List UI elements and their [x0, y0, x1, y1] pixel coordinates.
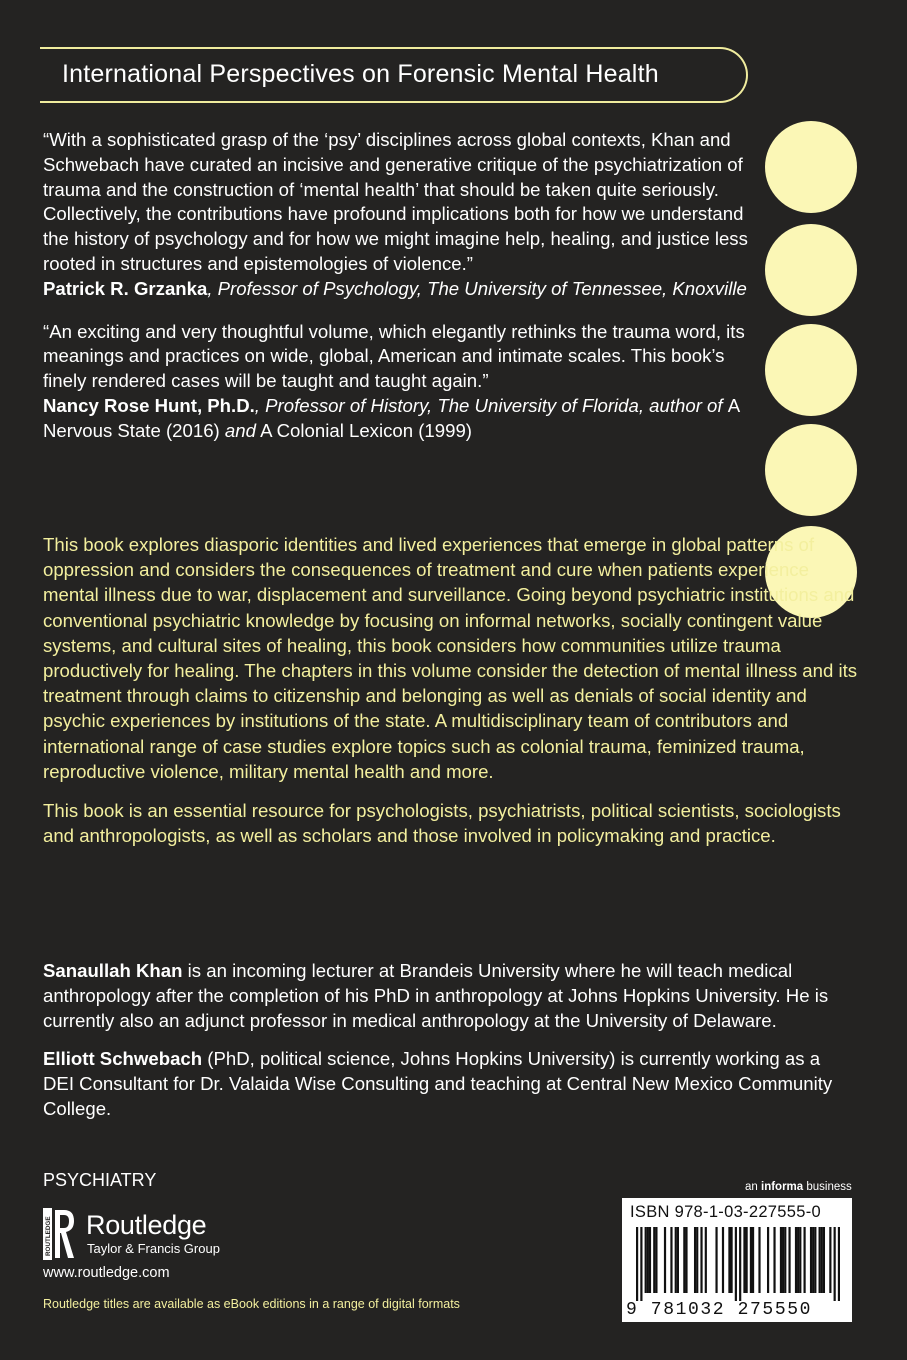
author-bio-text: (PhD, political science, Johns Hopkins University) is currently working as a DEI Consultant for Dr. Valaida Wise Consulting and teaching at Central New Mexico Community College. — [43, 1047, 833, 1120]
book-year: (1999) — [413, 419, 472, 441]
book-title: A Colonial Lexicon — [255, 419, 414, 441]
publisher-name: Routledge — [86, 1210, 207, 1240]
barcode-bar — [803, 1227, 805, 1293]
barcode-bar — [730, 1227, 732, 1293]
barcode-bar — [788, 1227, 790, 1293]
publisher-group: Taylor & Francis Group — [87, 1241, 220, 1256]
barcode-bar — [834, 1227, 836, 1301]
book-year: (2016) — [160, 419, 225, 441]
barcode-bar — [677, 1227, 679, 1293]
quote-text: “With a sophisticated grasp of the ‘psy’ disciplines across global contexts, Khan and Schwebach have curated an incisive and generative critique of the psychiatrization of trauma and the construction of ‘mental health’ that should be taken quite seriously. Collectively, the contributions have profound implications both for how we understand the history of psychology and for how we might imagine help, healing, and justice less rooted in structures and epistemologies of violence.” — [43, 129, 748, 274]
quote-conjunction: and — [224, 419, 256, 441]
barcode-bar — [739, 1227, 741, 1301]
barcode-bar — [722, 1227, 724, 1293]
quote-text: “An exciting and very thoughtful volume, which elegantly rethinks the trauma word, its meanings and practices on wide, global, American and intimate scales. This book’s finely rendered cases will be taught and taught again.” — [43, 320, 745, 392]
publisher-url[interactable]: www.routledge.com — [43, 1265, 170, 1281]
barcode-bar — [812, 1227, 814, 1293]
barcode-bar — [782, 1227, 784, 1293]
svg-text:ROUTLEDGE: ROUTLEDGE — [45, 1216, 52, 1256]
decorative-dot-3 — [765, 324, 857, 416]
barcode-bar — [746, 1227, 748, 1293]
author-bio-text: is an incoming lecturer at Brandeis University where he will teach medical anthropology after the completion of his PhD in anthropology at Johns Hopkins University. He is currently also an adjunct professor in medical anthropology at the University of Delaware. — [43, 960, 829, 1032]
series-title: International Perspectives on Forensic Mental Health — [62, 60, 659, 88]
informa-business: an informa business — [745, 1181, 852, 1193]
book-description — [43, 532, 858, 862]
barcode-bar — [653, 1227, 655, 1293]
quote-affiliation: , Professor of History, The University of Florida, author of — [254, 394, 728, 416]
informa-brand: informa — [761, 1181, 804, 1193]
decorative-dot-4 — [765, 424, 857, 516]
quote-affiliation: , Professor of Psychology, The University of Tennessee, Knoxville — [207, 277, 747, 299]
series-banner — [40, 47, 748, 103]
barcode-bar — [795, 1227, 797, 1293]
decorative-dot-2 — [765, 224, 857, 316]
barcode-bar — [743, 1227, 745, 1293]
barcode-bar — [700, 1227, 702, 1293]
barcode-bar — [810, 1227, 812, 1293]
barcode-bar — [767, 1227, 769, 1293]
barcode-bar — [838, 1227, 840, 1301]
author-name: Sanaullah Khan — [43, 960, 183, 981]
description-paragraph: This book explores diasporic identities and lived experiences that emerge in global patterns of oppression and considers the consequences of treatment and cure when patients experience mental illness due to war, displacement and surveillance. Going beyond psychiatric institutions and conventional psychiatric knowledge by focusing on informal networks, socially contingent value systems, and cultural sites of healing, this book considers how communities utilize trauma productively for healing. The chapters in this volume consider the detection of mental illness and its treatment through claims to citizenship and belonging as well as denials of social identity and psychic experiences by institutions of the state. A multidisciplinary team of contributors and international range of case studies explore topics such as colonial trauma, feminized trauma, reproductive violence, military mental health and more. — [43, 534, 858, 782]
routledge-logo — [43, 1208, 243, 1264]
barcode-bar — [819, 1227, 821, 1293]
description-paragraph: This book is an essential resource for psychologists, psychiatrists, political scientists, sociologists and anthropologists, as well as scholars and those involved in policymaking and practice. — [43, 800, 841, 847]
isbn-digits: 9 781032 275550 — [626, 1300, 813, 1320]
author-name: Elliott Schwebach — [43, 1047, 203, 1069]
barcode-bar — [705, 1227, 707, 1293]
barcode-bar — [728, 1227, 730, 1293]
barcode-bar — [685, 1227, 687, 1293]
endorsement-2 — [43, 320, 773, 444]
barcode-bar — [823, 1227, 825, 1293]
barcode-bar — [799, 1227, 801, 1293]
barcode-bars — [636, 1227, 840, 1301]
isbn-label: ISBN 978-1-03-227555-0 — [630, 1203, 821, 1221]
barcode-bar — [715, 1227, 717, 1293]
barcode-bar — [664, 1227, 666, 1293]
decorative-dot-1 — [765, 121, 857, 213]
barcode-bar — [797, 1227, 799, 1293]
author-bio — [43, 1046, 843, 1122]
barcode-bar — [647, 1227, 649, 1293]
barcode-bar — [655, 1227, 657, 1293]
barcode-bar — [758, 1227, 760, 1293]
endorsement-1 — [43, 128, 773, 302]
endorsements — [43, 128, 773, 444]
barcode-bar — [752, 1227, 754, 1293]
book-title: A Nervous State — [43, 394, 740, 441]
barcode-bar — [645, 1227, 647, 1293]
barcode-bar — [683, 1227, 685, 1293]
ebook-note: Routledge titles are available as eBook editions in a range of digital formats — [43, 1297, 460, 1311]
barcode-bar — [829, 1227, 831, 1293]
barcode-bar — [773, 1227, 775, 1293]
barcode-bar — [821, 1227, 823, 1293]
barcode-bar — [735, 1227, 737, 1301]
quote-author: Nancy Rose Hunt, Ph.D. — [43, 394, 255, 416]
subject-category: PSYCHIATRY — [43, 1170, 157, 1190]
barcode-bar — [670, 1227, 672, 1293]
quote-author: Patrick R. Grzanka — [43, 277, 208, 299]
author-bio — [43, 958, 843, 1034]
author-bios — [43, 958, 843, 1133]
barcode-bar — [784, 1227, 786, 1293]
barcode-bar — [636, 1227, 638, 1301]
barcode-bar — [814, 1227, 816, 1293]
routledge-r-icon — [43, 1208, 75, 1260]
barcode-bar — [696, 1227, 698, 1293]
barcode-bar — [694, 1227, 696, 1293]
barcode-bar — [649, 1227, 651, 1293]
barcode-bar — [675, 1227, 677, 1293]
barcode-bar — [750, 1227, 752, 1293]
barcode-bar — [640, 1227, 642, 1301]
barcode-bar — [780, 1227, 782, 1293]
isbn-barcode — [622, 1198, 852, 1322]
